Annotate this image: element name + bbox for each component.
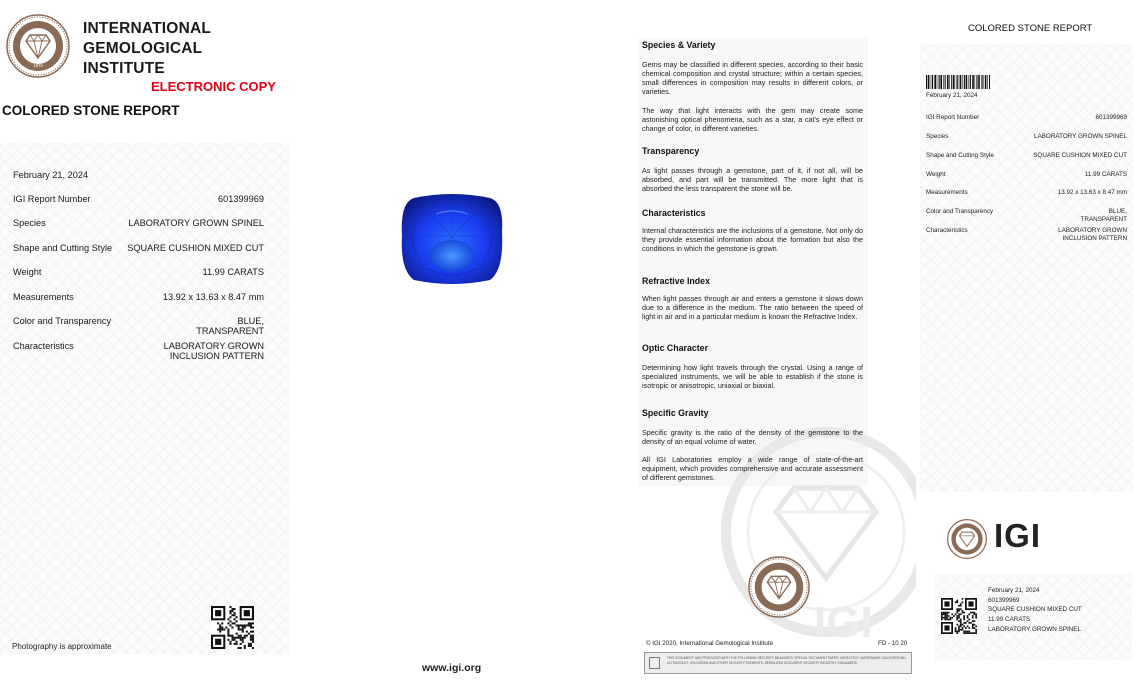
detail-value: 13.92 x 13.63 x 8.47 mm xyxy=(162,292,264,302)
summary-value: LABORATORY GROWN SPINEL xyxy=(1034,133,1127,140)
report-date: February 21, 2024 xyxy=(13,170,89,180)
summary-value: 11.99 CARATS xyxy=(1084,171,1127,178)
card-line: 11.99 CARATS xyxy=(988,616,1031,623)
summary-label: Weight xyxy=(926,171,946,178)
svg-text:IGI: IGI xyxy=(814,598,873,647)
summary-value: BLUE, TRANSPARENT xyxy=(1080,208,1127,223)
form-code: FD - 10 20 xyxy=(878,640,908,647)
gemstone-image xyxy=(400,192,504,286)
security-lock-icon xyxy=(649,657,660,669)
detail-value: BLUE, TRANSPARENT xyxy=(196,316,264,336)
right-report-title: COLORED STONE REPORT xyxy=(968,23,1093,34)
detail-label: Species xyxy=(13,218,46,228)
section-text: All IGI Laboratories employ a wide range of state-of-the-art equipment, which provides comprehensive and accurate assessment of different gemstones. xyxy=(642,455,863,482)
summary-label: Characteristics xyxy=(926,227,968,234)
summary-value: LABORATORY GROWN INCLUSION PATTERN xyxy=(1058,227,1127,242)
detail-label: Shape and Cutting Style xyxy=(13,243,113,253)
section-heading-characteristics: Characteristics xyxy=(642,208,706,218)
photography-note: Photography is approximate xyxy=(12,642,112,651)
org-name-line-2: GEMOLOGICAL xyxy=(83,40,203,57)
section-text: Internal characteristics are the inclusions of a gemstone. Not only do they provide essential information about the formation but also the conditions in which the gemstone is grown. xyxy=(642,226,863,253)
summary-value: SQUARE CUSHION MIXED CUT xyxy=(1033,152,1127,159)
copyright-text: © IGI 2020, International Gemological Institute xyxy=(646,640,774,647)
igi-watermark-icon xyxy=(706,412,916,657)
summary-date: February 21, 2024 xyxy=(926,92,978,99)
detail-label: IGI Report Number xyxy=(13,194,91,204)
barcode-icon xyxy=(926,75,990,89)
igi-seal-icon xyxy=(6,14,70,78)
detail-value: 11.99 CARATS xyxy=(202,267,264,277)
summary-value: 601399969 xyxy=(1095,114,1127,121)
detail-value: SQUARE CUSHION MIXED CUT xyxy=(127,243,264,253)
detail-value: 601399969 xyxy=(218,194,264,204)
org-name-line-1: INTERNATIONAL xyxy=(83,20,212,37)
website-link[interactable]: www.igi.org xyxy=(422,662,482,674)
svg-text:1975: 1975 xyxy=(33,63,43,68)
summary-label: IGI Report Number xyxy=(926,114,980,121)
igi-seal-icon xyxy=(748,556,810,618)
security-strip xyxy=(644,652,912,674)
summary-label: Species xyxy=(926,133,949,140)
summary-panel xyxy=(920,44,1133,492)
section-heading-specific-gravity: Specific Gravity xyxy=(642,408,709,418)
section-text: When light passes through air and enters a gemstone it slows down due to a difference in the medium. The ratio between the speed of light in air and in a particular medium is known the Refractive Index. xyxy=(642,294,863,321)
section-text: Specific gravity is the ratio of the density of the gemstone to the density of an equal volume of water. xyxy=(642,428,863,446)
card-line: 601399969 xyxy=(988,597,1020,604)
igi-logo-wordmark: IGI xyxy=(994,517,1042,554)
detail-value: LABORATORY GROWN INCLUSION PATTERN xyxy=(163,341,264,361)
card-line: SQUARE CUSHION MIXED CUT xyxy=(988,606,1082,613)
section-heading-transparency: Transparency xyxy=(642,146,700,156)
section-text: As light passes through a gemstone, part of it, if not all, will be absorbed, and part will be transmitted. The more light that is absorbed the less transparent the stone will be. xyxy=(642,166,863,193)
section-heading-optic-character: Optic Character xyxy=(642,343,708,353)
summary-value: 13.92 x 13.63 x 8.47 mm xyxy=(1057,189,1127,196)
summary-label: Measurements xyxy=(926,189,968,196)
section-text: Gems may be classified in different species, according to their basic chemical composition and crystal structure; within a certain species, small differences in composition may results in different colors, or varieties. xyxy=(642,60,863,96)
igi-seal-icon xyxy=(947,519,987,559)
card-line: February 21, 2024 xyxy=(988,587,1040,594)
section-text: The way that light interacts with the gem may create some astonishing optical phenomena, such as a star, a cat's eye effect or change of color, in different varieties. xyxy=(642,106,863,133)
electronic-copy-label: ELECTRONIC COPY xyxy=(151,79,276,94)
detail-label: Characteristics xyxy=(13,341,74,351)
section-heading-refractive-index: Refractive Index xyxy=(642,276,710,286)
qr-code-icon[interactable] xyxy=(211,606,254,649)
detail-label: Color and Transparency xyxy=(13,316,112,326)
section-text: Determining how light travels through the crystal. Using a range of specialized instruments, we will be able to establish if the stone is isotropic or anisotropic, uniaxial or biaxial. xyxy=(642,363,863,390)
report-title: COLORED STONE REPORT xyxy=(2,103,180,118)
security-text: THIS DOCUMENT WAS PRODUCED WITH THE FOLLOWING SECURITY MEASURES: SPECIAL DOCUMENT PAPER, MICROTEXT, WATERMARK, BACKGROUND, ULTRAVIOLET, HOLOGRAM AND OTHER SECURITY ELEMENTS. SERIALIZED DOCUMENT SECURITY INDUSTRY STANDARDS. xyxy=(667,656,907,665)
detail-label: Measurements xyxy=(13,292,74,302)
summary-label: Color and Transparency xyxy=(926,208,994,215)
detail-label: Weight xyxy=(13,267,42,277)
detail-value: LABORATORY GROWN SPINEL xyxy=(128,218,264,228)
summary-label: Shape and Cutting Style xyxy=(926,152,994,159)
qr-code-icon[interactable] xyxy=(941,598,977,634)
org-name-line-3: INSTITUTE xyxy=(83,60,165,77)
section-heading-species: Species & Variety xyxy=(642,40,716,50)
card-line: LABORATORY GROWN SPINEL xyxy=(988,626,1081,633)
